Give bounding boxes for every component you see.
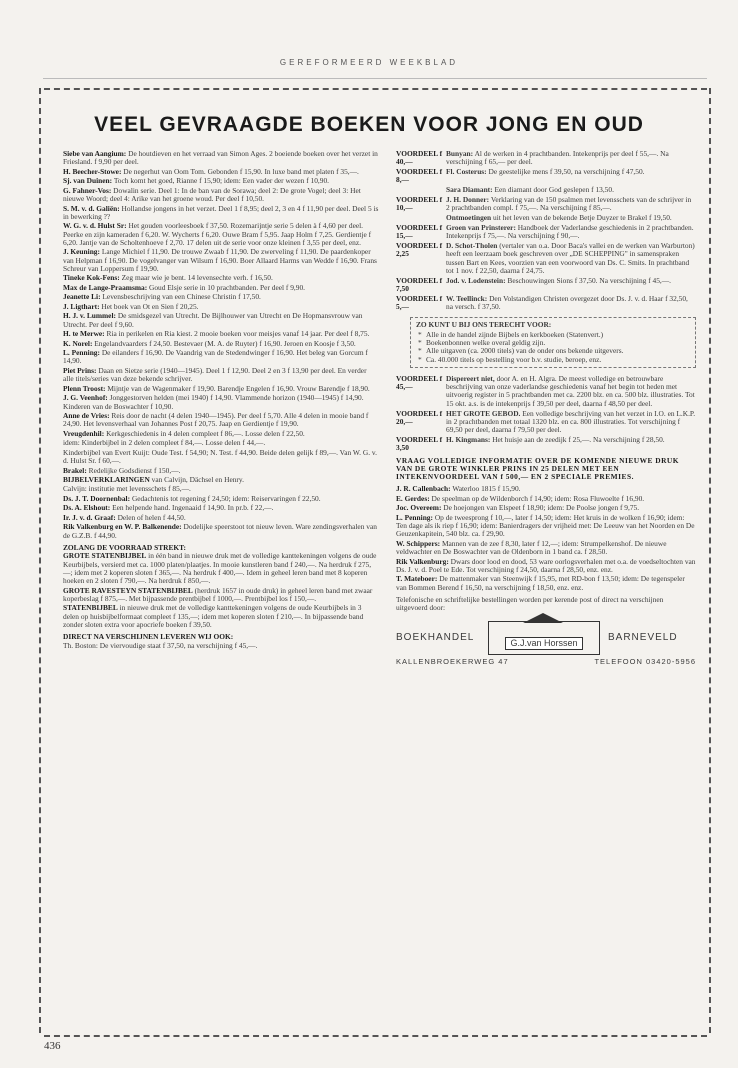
book-text: Mijntje van de Wagenmaker f 19,90. Barendje Engelen f 16,90. Vrouw Barendje f 18,90.: [107, 383, 370, 393]
book-entry: [63, 449, 379, 466]
voordeel-text: [446, 277, 696, 294]
book-entry: [63, 394, 379, 411]
book-text: (herdruk 1657 in oude druk) in geheel leren band met zwaar koperbeslag f 875,—. Met bijpassende prentbijbel f 1000,—. Prentbijbel los f 150,—.: [63, 585, 373, 603]
book-text: Redelijke Godsdienst f 150,—.: [88, 465, 181, 475]
book-text: in één band in nieuwe druk met de volledige kanttekeningen volgens de oude Keurbijbels, versierd met ca. 1000 platen/plaatjes. In mooie kunstleren band f 240,—. Na herdruk f 275,—; idem met 2 koperen sloten f 365,—. Na herdruk f 400,—. Idem in geheel leren band met 8 koperen hoeken en 2 sloten f 790,—. Na herdruk f 850,—.: [63, 551, 377, 586]
book-text: Jonggestorven helden (mei 1940) f 14,90. Vlammende horizon (1940—1945) f 14,90. Kinderen van de Boswachter f 10,90.: [63, 393, 364, 411]
book-author: GROTE STATENBIJBEL: [63, 551, 147, 561]
book-author: Dispereert niet,: [446, 373, 495, 383]
book-text: De mattenmaker van Steenwijk f 15,95, met RD-bon f 13,50; idem: De tegenspeler van Bommen Berend f 16,50, na verschijning f 18,50, enz. enz.: [396, 574, 685, 592]
ad-frame-left-border: [39, 88, 41, 1033]
book-entry: [63, 385, 379, 393]
book-entry: [63, 274, 379, 282]
book-text: Handboek der Vaderlandse geschiedenis in 2 prachtbanden. Intekenprijs f 75,—. Na verschijning f 90,—.: [446, 222, 694, 241]
book-text: Beschouwingen Sions f 37,50. Na verschijning f 45,—.: [507, 275, 672, 285]
voordeel-row: [396, 295, 696, 312]
book-author: H. Kingmans:: [446, 434, 491, 444]
book-text: De speelman op de Wildenborch f 14,90; idem: Rosa Fluwoelte f 16,90.: [431, 493, 645, 503]
book-text: Levensbeschrijving van een Chinese Christin f 17,50.: [102, 292, 261, 302]
book-text: Lange Michiel f 11,90. De trouwe Zwaab f 11,90. De zwerveling f 11,90. De paardenkoper van Helpman f 16,90. De vogelvanger van Wilsum f 16,90. Boer Allaard Harms van Wedde f 16,90. Frans Schreur van Loppersum f 19,90.: [63, 247, 377, 273]
book-text: Hollandse jongens in het verzet. Deel 1 f 8,95; deel 2, 3 en 4 f 11,90 per deel. Deel 5 is in bewerking ??: [63, 203, 379, 221]
shop-logo-row: [396, 621, 696, 655]
book-entry: [63, 439, 379, 447]
voordeel-text: [446, 150, 696, 167]
book-text: Den Volstandigen Christen overgezet door Ds. J. v. d. Haar f 32,50, na versch. f 37,50.: [446, 293, 688, 312]
book-text: (vertaler van o.a. Door Baca's vallei en de werken van Warburton) heeft een leerzaam boek geschreven over „DE SCHEPPING" in samenspraken tussen Bart en Kees, voorzien van een voorwoord van Ds. C. Smits. In prachtband tot 1 nov. f 22,50, daarna f 24,75.: [446, 240, 695, 275]
voordeel-label: VOORDEEL f 45,—: [396, 373, 443, 392]
book-entry: [396, 540, 696, 557]
book-text: Daan en Sietze serie (1940—1945). Deel 1 f 12,90. Deel 2 en 3 f 13,90 per deel. En verder alle titels/series van deze bekende schrijver.: [63, 365, 367, 384]
voordeel-label: VOORDEEL f 40,—: [396, 149, 443, 167]
contact-text: Telefonische en schriftelijke bestellingen worden per kerende post of direct na verschijnen uitgevoerd door:: [396, 595, 664, 613]
book-author: D. Schot-Tholen: [446, 240, 498, 250]
book-author: T. Mateboer:: [396, 574, 438, 584]
book-text: Calvijn: institutie met levensschets f 85,—.: [63, 484, 191, 494]
voordeel-row: [396, 242, 696, 275]
book-author: Ds. J. T. Doornenbal:: [63, 493, 131, 503]
right-column: [396, 150, 696, 666]
book-entry: [63, 222, 379, 247]
book-entry: [63, 504, 379, 512]
book-text: De houtdieven en het verraad van Simon Ages. 2 boeiende boeken over het verzet in Friesland. f 9,90 per deel.: [63, 149, 378, 167]
voordeel-label: VOORDEEL f 8,—: [396, 167, 443, 185]
book-text: Een volledige beschrijving van het verzet in I.O. en L.K.P. in 2 prachtbanden met totaal 1320 blz. en ca. 800 illustraties. Tot verschijning f 69,50 per deel, daarna f 79,50 per deel.: [446, 408, 696, 435]
book-author: Ir. J. v. d. Graaf:: [63, 512, 116, 522]
book-entry: [63, 303, 379, 311]
voordeel-label: [396, 186, 446, 194]
book-entry: [63, 587, 379, 604]
book-entry: [63, 205, 379, 222]
book-text: Het boek van Ot en Sien f 20,25.: [101, 301, 199, 311]
book-author: J. G. Veenhof:: [63, 393, 108, 403]
book-author: BIJBELVERKLARINGEN: [63, 475, 150, 484]
voordeel-row: [396, 436, 696, 453]
youth-entries: [396, 485, 696, 592]
shop-left-text: BOEKHANDEL: [396, 631, 475, 643]
book-entry: [63, 523, 379, 540]
book-entry: [396, 575, 696, 592]
running-header: GEREFORMEERD WEEKBLAD: [279, 58, 459, 67]
book-author: Ontmoetingen: [446, 213, 492, 223]
book-author: HET GROTE GEBOD.: [446, 408, 521, 418]
book-author: W. Teellinck:: [446, 293, 488, 303]
book-entry: [63, 248, 379, 273]
book-author: Jod. v. Lodenstein:: [446, 275, 506, 285]
book-text: Waterloo 1815 f 15,90.: [452, 484, 521, 494]
book-author: Vreugdenhil:: [63, 428, 105, 438]
book-author: Max de Lange-Praamsma:: [63, 282, 148, 292]
book-text: De geestelijke mens f 39,50, na verschijning f 47,50.: [488, 167, 645, 177]
book-text: door A. en H. Algra. De meest volledige en betrouwbare beschrijving van onze vaderlandse geschiedenis vanaf het begin tot heden met uitvoerig register in 5 prachtbanden met ca. 2200 blz. en ca. 500 blz. illustraties. Tot 15 okt. a.s. is de intekenprijs f 39,50 per deel, daarna f 48,50 per deel.: [446, 373, 695, 408]
voordeel-row: [396, 168, 696, 185]
voordeel-entries: [396, 150, 696, 311]
header-rule: [43, 78, 707, 79]
book-author: J. Ligthart:: [63, 301, 100, 311]
service-item: * Ca. 40.000 titels op bestelling voor b.v. studie, beroep, enz.: [426, 356, 690, 364]
book-text: Zeg maar wie je bent. 14 levensechte verh. f 16,50.: [121, 273, 273, 283]
book-text: Op de tweesprong f 10,—, later f 14,50; idem: Het kruis in de wolken f 16,90; idem: Ten dage als ik riep f 16,90; idem: Banierdragers der vrijheid met: De Leeuw van het Noorden en De Geuzenkapitein, 540 blz. ca. f 29,90.: [396, 512, 695, 539]
book-author: GROTE RAVESTEYN STATENBIJBEL: [63, 585, 193, 595]
book-text: Een helpende hand. Ingenaaid f 14,90. In pr.b. f 22,—.: [112, 503, 274, 513]
book-entry: [63, 312, 379, 329]
book-author: Sj. van Duinen:: [63, 176, 113, 186]
book-text: Het huisje aan de zeedijk f 25,—. Na verschijning f 28,50.: [492, 434, 665, 444]
book-text: Kerkgeschiedenis in 4 delen compleet f 86,—. Losse delen f 22,50.: [106, 428, 305, 438]
voordeel-row: [396, 150, 696, 167]
voordeel-text: [446, 186, 696, 194]
book-text: Toch komt het goed, Rianne f 15,90; idem: Een vader der wezen f 10,90.: [113, 176, 329, 186]
book-author: H. te Merwe:: [63, 329, 105, 339]
voordeel-row: [396, 410, 696, 435]
direct-heading: DIRECT NA VERSCHIJNEN LEVEREN WIJ OOK:: [63, 632, 234, 642]
book-author: Joc. Overeem:: [396, 503, 442, 513]
book-author: Groen van Prinsterer:: [446, 222, 516, 232]
book-text: Dwars door lood en dood, 53 ware oorlogsverhalen met o.a. de voedseltochten van Ds. J. v. d. Poel te Ede. Tot verschijning f 24,50, daarna f 28,50, enz. enz.: [396, 556, 696, 574]
book-author: Jeanette Li:: [63, 292, 101, 302]
voordeel-label: [396, 214, 446, 222]
service-item: * Alle in de handel zijnde Bijbels en kerkboeken (Statenvert.): [426, 331, 690, 339]
book-author: Plenn Troost:: [63, 383, 106, 393]
book-author: J. R. Callenbach:: [396, 484, 451, 494]
book-author: STATENBIJBEL: [63, 603, 118, 613]
ad-frame-right-border: [709, 88, 711, 1033]
winkler-prins-notice: VRAAG VOLLEDIGE INFORMATIE OVER DE KOMENDE NIEUWE DRUK VAN DE GROTE WINKLER PRINS IN 25 DELEN MET EEN INTEKENVOORDEEL VAN f 500,— EN 2 SPECIALE PREMIES.: [396, 455, 680, 482]
voordeel-label: VOORDEEL f 5,—: [396, 293, 443, 312]
shop-logo: [488, 621, 600, 655]
stock-heading: ZOLANG DE VOORRAAD STREKT:: [63, 543, 186, 553]
book-author: Tineke Kok-Fens:: [63, 273, 120, 283]
book-text: Gedachtenis tot regening f 24,50; idem: Reiservaringen f 22,50.: [131, 493, 321, 503]
voordeel-text: [446, 214, 696, 222]
voordeel-label: VOORDEEL f 3,50: [396, 434, 443, 453]
shop-address: KALLENBROEKERWEG 47: [396, 656, 509, 666]
book-author: L. Penning:: [63, 348, 100, 358]
book-text: Goud Elsje serie in 10 prachtbanden. Per deel f 9,90.: [149, 282, 305, 292]
voordeel-row: [396, 214, 696, 222]
book-author: Piet Prins:: [63, 365, 97, 375]
book-author: L. Penning:: [396, 512, 433, 522]
voordeel-row: [396, 196, 696, 213]
book-entry: [396, 495, 696, 503]
book-entry: [63, 293, 379, 301]
book-author: S. M. v. d. Galiën:: [63, 203, 120, 213]
book-text: Engelandvaarders f 24,50. Bestevaer (M. A. de Ruyter) f 16,90. Jeroen en Koosje f 3,50.: [94, 338, 356, 348]
book-text: Dodelijke speerstoot tot nieuw leven. Ware zendingsverhalen van de G.Z.B. f 44,90.: [63, 522, 377, 540]
book-author: G. Fahner-Vos:: [63, 185, 112, 195]
book-text: De hoejongen van Elspeet f 18,90; idem: De Poolse jongen f 9,75.: [443, 503, 640, 513]
book-entry: [63, 467, 379, 475]
voordeel-row: [396, 277, 696, 294]
book-entry: [63, 485, 379, 493]
book-text: Al de werken in 4 prachtbanden. Intekenprijs per deel f 55,—. Na verschijning f 65,— per deel.: [446, 149, 669, 167]
book-text: De smidsgezel van Utrecht. De Bijlhouwer van Utrecht en De Hopmansvrouw van Utrecht. Per deel f 9,60.: [63, 311, 363, 329]
book-author: Sara Diamant:: [446, 185, 493, 195]
voordeel-row: [396, 375, 696, 408]
book-entry: [63, 604, 379, 629]
book-entry: [63, 177, 379, 185]
book-text: Een diamant door God geslepen f 13,50.: [494, 185, 614, 195]
book-text: idem: Kinderbijbel in 2 delen compleet f 84,—. Losse delen f 44,—.: [63, 438, 266, 448]
book-entry: [63, 168, 379, 176]
book-entry: [63, 514, 379, 522]
voordeel-label: VOORDEEL f 2,25: [396, 240, 443, 259]
voordeel-entries-2: [396, 375, 696, 453]
book-entry: [63, 476, 379, 484]
voordeel-label: VOORDEEL f 20,—: [396, 408, 443, 426]
book-author: Anne de Vries:: [63, 410, 110, 420]
book-author: J. Keuning:: [63, 247, 100, 257]
voordeel-text: [446, 436, 696, 453]
shop-logo-text: G.J.van Horssen: [505, 637, 582, 649]
book-author: K. Norel:: [63, 338, 93, 348]
book-entry: [63, 349, 379, 366]
voordeel-text: [446, 242, 696, 275]
shop-address-row: [396, 658, 696, 666]
voordeel-row: [396, 186, 696, 194]
book-entry: [63, 367, 379, 384]
book-entry: [63, 412, 379, 429]
book-author: Brakel:: [63, 465, 87, 475]
book-text: Kinderbijbel van Evert Kuijt: Oude Test. f 54,90; N. Test. f 44,90. Beide delen gelijk f 89,—. Van W. G. v. d. Hulst Sr. f 60,—.: [63, 447, 377, 466]
book-text: Verklaring van de 150 psalmen met levensschets van de schrijver in 2 prachtbanden compl. f 75,—. Na verschijning f 85,—.: [446, 194, 692, 213]
page-number: 436: [44, 1040, 61, 1052]
book-author: H. J. v. Lummel:: [63, 311, 116, 321]
book-entry: [63, 430, 379, 438]
service-item: * Boekenbonnen welke overal geldig zijn.: [426, 339, 690, 347]
services-box: [410, 317, 696, 367]
book-text: De negerhut van Oom Tom. Gebonden f 15,90. In luxe band met platen f 35,—.: [123, 166, 359, 176]
book-text: van Calvijn, Dächsel en Henry.: [151, 475, 244, 484]
book-entry: [396, 558, 696, 575]
services-list: [416, 331, 690, 364]
book-author: W. Schippers:: [396, 538, 441, 548]
book-text: Dowalin serie. Deel 1: In de ban van de Sorawa; deel 2: De grote Vogel; deel 3: Het nieuwe Woord; deel 4: Arike van het groene woud. Per deel f 10,50.: [63, 185, 361, 204]
voordeel-text: [446, 410, 696, 435]
book-text: Mannen van de zee f 8,30, later f 12,—; idem: Strumpelkenshof. De nieuwe veldwachter en De Boswachter van de Oldenborn in 1 band ca. f 28,50.: [396, 538, 667, 557]
book-text: Reis door de nacht (4 delen 1940—1945). Per deel f 5,70. Alle 4 delen in mooie band f 24,90. Het levensverhaal van Johannes Post f 20,75. Jaap en Gerdientje f 19,90.: [63, 410, 369, 429]
book-entry: [396, 485, 696, 493]
book-entry: [63, 284, 379, 292]
logo-roof-icon: [523, 613, 563, 623]
book-author: W. G. v. d. Hulst Sr:: [63, 221, 127, 231]
book-text: Ria in perikelen en Ria kiest. 2 mooie boeken voor meisjes vanaf 14 jaar. Per deel f 8,75.: [106, 329, 370, 339]
book-author: Fl. Costerus:: [446, 167, 487, 177]
direct-entry: Th. Boston: De viervoudige staat f 37,50, na verschijning f 45,—.: [63, 640, 258, 650]
book-text: De eilanders f 16,90. De Vaandrig van de Stedendwinger f 16,90. Het beleg van Gorcum f 14,90.: [63, 348, 368, 366]
left-column: [63, 150, 379, 651]
book-author: H. Beecher-Stowe:: [63, 166, 122, 176]
voordeel-label: VOORDEEL f 15,—: [396, 222, 443, 241]
shop-town: BARNEVELD: [608, 631, 678, 643]
voordeel-text: [446, 168, 696, 185]
voordeel-label: VOORDEEL f 7,50: [396, 275, 443, 293]
book-author: Siebe van Aangium:: [63, 149, 127, 158]
voordeel-text: [446, 295, 696, 312]
service-item: * Alle uitgaven (ca. 2000 titels) van de onder ons bekende uitgevers.: [426, 347, 690, 355]
voordeel-text: [446, 224, 696, 241]
book-author: Ds. A. Elshout:: [63, 503, 111, 513]
left-entries: [63, 150, 379, 540]
book-entry: [63, 495, 379, 503]
voordeel-label: VOORDEEL f 10,—: [396, 194, 443, 213]
book-entry: [63, 187, 379, 204]
book-entry: [396, 514, 696, 539]
book-author: Rik Valkenburg en W. P. Balkenende:: [63, 522, 182, 532]
book-text: uit het leven van de bekende Betje Duyzer te Brakel f 19,50.: [493, 213, 672, 223]
services-box-title: ZO KUNT U BIJ ONS TERECHT VOOR:: [416, 320, 552, 330]
voordeel-row: [396, 224, 696, 241]
book-author: J. H. Donner:: [446, 194, 490, 204]
book-author: Rik Valkenburg:: [396, 556, 449, 566]
book-author: Bunyan:: [446, 149, 474, 158]
book-author: E. Gerdes:: [396, 493, 430, 503]
book-text: in nieuwe druk met de volledige kanttekeningen volgens de oude Keurbijbels in 3 delen op huisbijbelformaat compleet f 135,—; idem met koperen sloten f 210,—. In bijpassende band zonder sloten extra voor apocriefe boeken f 39,50.: [63, 603, 364, 630]
ad-title: VEEL GEVRAAGDE BOEKEN VOOR JONG EN OUD: [94, 113, 644, 136]
book-entry: [396, 504, 696, 512]
book-text: Het gouden voorleesboek f 37,50. Rozemarijntje serie 5 delen à f 4,60 per deel. Peerke en zijn kameraden f 6,20. W. Wycherts f 6,20. Ouwe Bram f 5,95. Jaap Holm f 7,25. Gerdientje f 6,20. Jantje van de Scholtenhoeve f 2,70. 17 delen uit de serie voor onze kleinen f 3,55 per deel, enz.: [63, 221, 372, 247]
voordeel-text: [446, 196, 696, 213]
book-entry: [63, 552, 379, 585]
shop-phone: TELEFOON 03420-5956: [594, 656, 696, 666]
book-entry: [63, 340, 379, 348]
book-entry: [63, 150, 379, 167]
voordeel-text: [446, 375, 696, 408]
stock-entries: [63, 552, 379, 629]
book-text: Delen of helen f 44,50.: [117, 512, 186, 522]
book-entry: [63, 330, 379, 338]
